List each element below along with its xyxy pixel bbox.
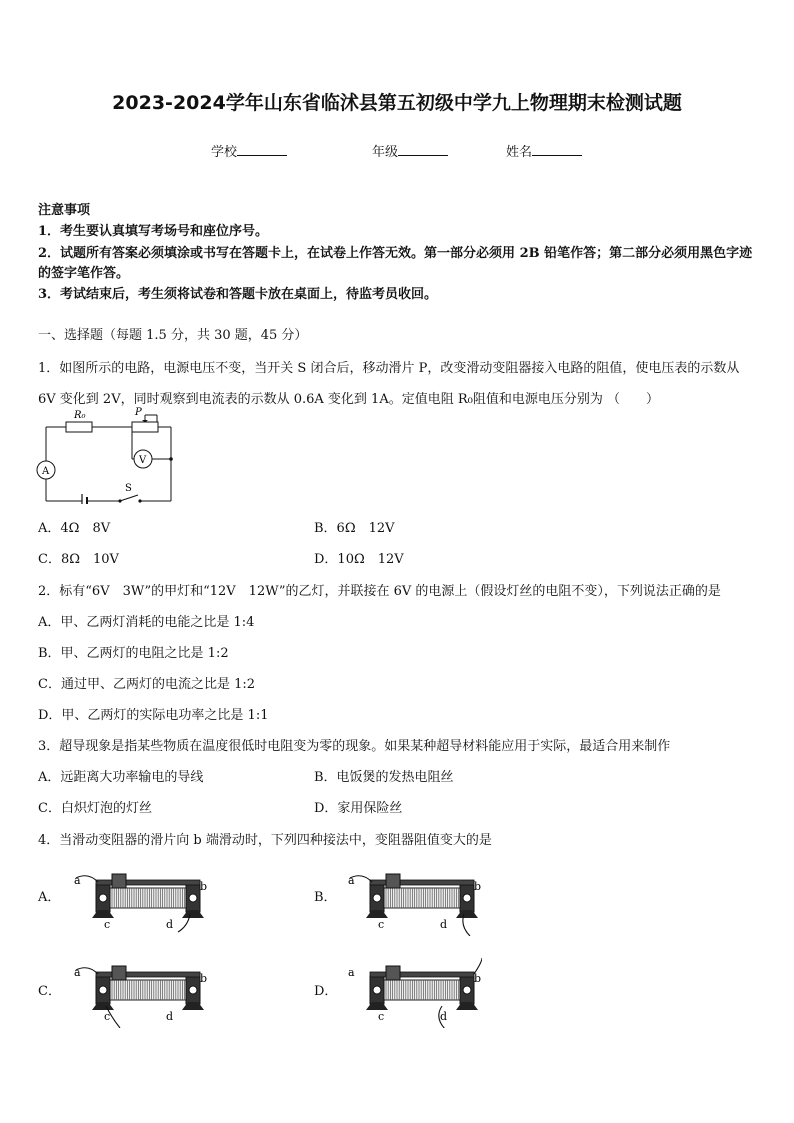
- terminal-label-b: b: [474, 880, 482, 893]
- terminal-label-c: c: [378, 918, 385, 931]
- terminal-label-a: a: [348, 874, 355, 887]
- grade-field[interactable]: 年级: [372, 141, 448, 160]
- voltmeter-label: V: [139, 455, 147, 466]
- circuit-diagram: [34, 406, 184, 504]
- terminal-label-a: a: [348, 966, 355, 979]
- rheostat-figure-c: [68, 958, 208, 1028]
- question-3-option-d[interactable]: D．家用保险丝: [314, 801, 403, 816]
- name-field[interactable]: 姓名: [506, 141, 582, 160]
- question-4-option-a[interactable]: A．: [38, 890, 61, 905]
- question-2-option-c[interactable]: C．通过甲、乙两灯的电流之比是 1:2: [38, 677, 256, 692]
- rheostat-coil: [384, 888, 460, 908]
- rheostat-figure-b: [342, 866, 482, 936]
- slider-icon: [386, 966, 400, 980]
- question-1-option-a[interactable]: A．4Ω 8V: [38, 521, 111, 536]
- notice-item-2: 2．试题所有答案必须填涂或书写在答题卡上，在试卷上作答无效。第一部分必须用 2B 铅笔作答；第二部分必须用黑色字迹的签字笔作答。: [38, 246, 753, 281]
- question-2-stem: 2．标有“6V 3W”的甲灯和“12V 12W”的乙灯，并联接在 6V 的电源上（假设灯丝的电阻不变），下列说法正确的是: [38, 584, 721, 599]
- switch-label: S: [125, 483, 132, 494]
- terminal-label-d: d: [166, 918, 174, 931]
- question-3-option-c[interactable]: C．白炽灯泡的灯丝: [38, 801, 152, 816]
- rheostat-coil: [110, 888, 186, 908]
- question-1-option-b[interactable]: B．6Ω 12V: [314, 521, 395, 536]
- notice-item-1: 1．考生要认真填写考场号和座位序号。: [38, 224, 269, 239]
- question-2-option-b[interactable]: B．甲、乙两灯的电阻之比是 1:2: [38, 646, 229, 661]
- terminal-label-a: a: [74, 874, 81, 887]
- terminal-label-c: c: [104, 918, 111, 931]
- slider-icon: [386, 874, 400, 888]
- page-title: 2023-2024学年山东省临沭县第五初级中学九上物理期末检测试题: [112, 92, 682, 114]
- terminal-label-a: a: [74, 966, 81, 979]
- slider-icon: [112, 966, 126, 980]
- rheostat-figure-d: [342, 952, 482, 1028]
- terminal-label-b: b: [474, 972, 482, 985]
- question-1-option-c[interactable]: C．8Ω 10V: [38, 552, 119, 567]
- question-4-option-c[interactable]: C．: [38, 984, 61, 999]
- question-3-option-a[interactable]: A．远距离大功率输电的导线: [38, 770, 204, 785]
- question-1-option-d[interactable]: D．10Ω 12V: [314, 552, 404, 567]
- rheostat-coil: [384, 980, 460, 1000]
- ammeter-label: A: [42, 466, 50, 477]
- rheostat-figure-a: [68, 866, 208, 936]
- resistor-r0: [66, 422, 92, 432]
- terminal-label-b: b: [200, 972, 208, 985]
- question-3-stem: 3．超导现象是指某些物质在温度很低时电阻变为零的现象。如果某种超导材料能应用于实际，最适合用来制作: [38, 739, 671, 754]
- section-heading: 一、选择题（每题 1.5 分，共 30 题，45 分）: [38, 328, 308, 343]
- terminal-label-b: b: [200, 880, 208, 893]
- question-3-option-b[interactable]: B．电饭煲的发热电阻丝: [314, 770, 454, 785]
- question-4-option-d[interactable]: D．: [314, 984, 338, 999]
- terminal-label-d: d: [440, 918, 448, 931]
- question-2-option-d[interactable]: D．甲、乙两灯的实际电功率之比是 1:1: [38, 708, 269, 723]
- notice-item-3: 3．考试结束后，考生须将试卷和答题卡放在桌面上，待监考员收回。: [38, 287, 438, 302]
- rheostat: [132, 422, 158, 432]
- slider-p-label: P: [135, 407, 142, 418]
- terminal-label-d: d: [166, 1010, 174, 1023]
- r0-label: R₀: [74, 410, 86, 421]
- terminal-label-c: c: [104, 1010, 111, 1023]
- notice-heading: 注意事项: [38, 203, 91, 218]
- question-4-stem: 4．当滑动变阻器的滑片向 b 端滑动时，下列四种接法中，变阻器阻值变大的是: [38, 833, 492, 848]
- question-2-option-a[interactable]: A．甲、乙两灯消耗的电能之比是 1:4: [38, 615, 255, 630]
- terminal-label-d: d: [440, 1010, 448, 1023]
- terminal-label-c: c: [378, 1010, 385, 1023]
- slider-icon: [112, 874, 126, 888]
- rheostat-coil: [110, 980, 186, 1000]
- question-4-option-b[interactable]: B．: [314, 890, 337, 905]
- school-field[interactable]: 学校: [211, 141, 287, 160]
- question-1-stem: 1．如图所示的电路，电源电压不变，当开关 S 闭合后，移动滑片 P，改变滑动变阻器接入电路的阻值，使电压表的示数从 6V 变化到 2V，同时观察到电流表的示数从 0.6A 变化到 1A。定值电阻 R₀阻值和电源电压分别为 （ ）: [38, 361, 740, 407]
